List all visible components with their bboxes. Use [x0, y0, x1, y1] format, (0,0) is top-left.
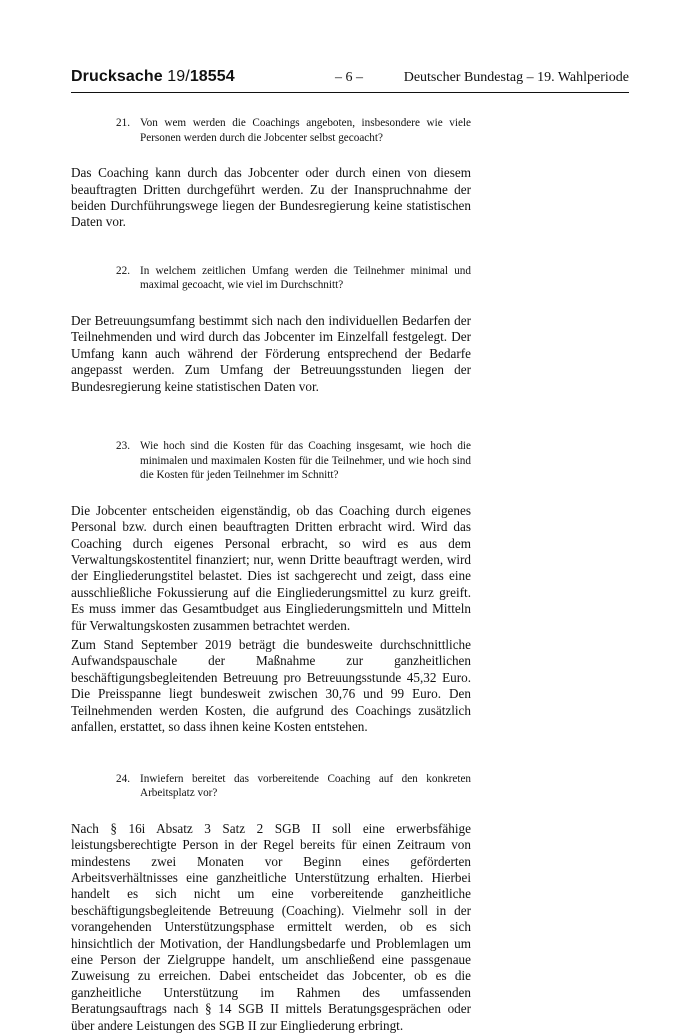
page-number: – 6 – — [335, 70, 363, 85]
answer-23-paragraph-2: Zum Stand September 2019 beträgt die bundesweite durchschnittliche Aufwandspauschale der Maßnahme zur ganzheitlichen beschäftigungsbegleitenden Betreuung pro Betreuungsstunde 45,32 Euro. Die Preisspanne liegt bundesweit zwischen 30,76 und 99 Euro. Den Teilnehmenden werden Kosten, die aufgrund des Coachings zusätzlich anfallen, erstattet, so dass ihnen keine Kosten entstehen. — [71, 637, 471, 735]
question-22 — [71, 264, 471, 293]
header-rule — [71, 92, 629, 93]
question-text: Inwiefern bereitet das vorbereitende Coaching auf den konkreten Arbeitsplatz vor? — [140, 772, 471, 800]
question-number: 22. — [116, 264, 130, 277]
question-23 — [71, 439, 471, 483]
doc-number-prefix: 19/ — [167, 68, 190, 85]
doc-number-suffix: 18554 — [189, 68, 235, 85]
document-body — [71, 116, 471, 1034]
question-text: Von wem werden die Coachings angeboten, insbesondere wie viele Personen werden durch die Jobcenter selbst gecoacht? — [140, 117, 471, 144]
question-21 — [71, 116, 471, 145]
question-24 — [71, 772, 471, 801]
question-number: 21. — [116, 117, 130, 129]
answer-23-paragraph-1: Die Jobcenter entscheiden eigenständig, ob das Coaching durch eigenes Personal bzw. durch einen beauftragten Dritten erbracht wird. Wird das Coaching durch eigenes Personal erbracht, so wird es aus dem Verwaltungskostentitel finanziert; nur, wenn Dritte beauftragt werden, wird der Eingliederungstitel belastet. Dies ist sachgerecht und zeigt, dass eine ausschließliche Fokussierung auf die Eingliederungsmittel zu kurz greift. Es muss immer das Gesamtbudget aus Eingliederungsmitteln und Mitteln für Verwaltungskosten zusammen betrachtet werden. — [71, 502, 471, 633]
doc-label: Drucksache — [71, 68, 168, 85]
answer-22: Der Betreuungsumfang bestimmt sich nach den individuellen Bedarfen der Teilnehmenden und wird durch das Jobcenter im Einzelfall festgelegt. Der Umfang kann auch während der Förderung entsprechend der Bedarfe angepasst werden. Zum Umfang der Betreuungsstunden liegen der Bundesregierung keine statistischen Daten vor. — [71, 313, 471, 394]
answer-24: Nach § 16i Absatz 3 Satz 2 SGB II soll eine erwerbsfähige leistungsberechtigte Person in der Regel bereits für einen Zeitraum von mindestens zwei Monaten vor Beginn eines geförderten Arbeitsverhältnisses eine ganzheitliche Unterstützung erhalten. Hierbei handelt es sich nicht um eine vorbereitende ganzheitliche beschäftigungsbegleitende Betreuung (Coaching). Vielmehr soll in der vorangehenden Unterstützungsphase ermittelt werden, ob es sich hinsichtlich der Motivation, der Handlungsbedarfe und Problemlagen um eine Person der Zielgruppe handelt, um anschließend eine passgenaue Zuweisung zu erreichen. Dabei entscheidet das Jobcenter, ob es die ganzheitliche Unterstützung im Rahmen des umfassenden Beratungsauftrags nach § 14 SGB II mittels Beratungsgesprächen oder über andere Leistungen des SGB II zur Eingliederung erbringt. — [71, 820, 471, 1033]
answer-21: Das Coaching kann durch das Jobcenter oder durch einen von diesem beauftragten Dritten durchgeführt werden. Zu der Inanspruchnahme der beiden Durchführungswege liegen der Bundesregierung keine statistischen Daten vor. — [71, 165, 471, 230]
question-number: 23. — [116, 440, 130, 453]
question-text: In welchem zeitlichen Umfang werden die Teilnehmer minimal und maximal gecoacht, wie viel im Durchschnitt? — [140, 264, 471, 292]
institution-label: Deutscher Bundestag – 19. Wahlperiode — [403, 70, 629, 85]
question-text: Wie hoch sind die Kosten für das Coaching insgesamt, wie hoch die minimalen und maximalen Kosten für die Teilnehmer, und wie hoch sind die Kosten für jeden Teilnehmer im Schnitt? — [140, 440, 471, 482]
document-number — [71, 68, 235, 86]
question-number: 24. — [116, 772, 130, 785]
page-header — [71, 68, 629, 90]
